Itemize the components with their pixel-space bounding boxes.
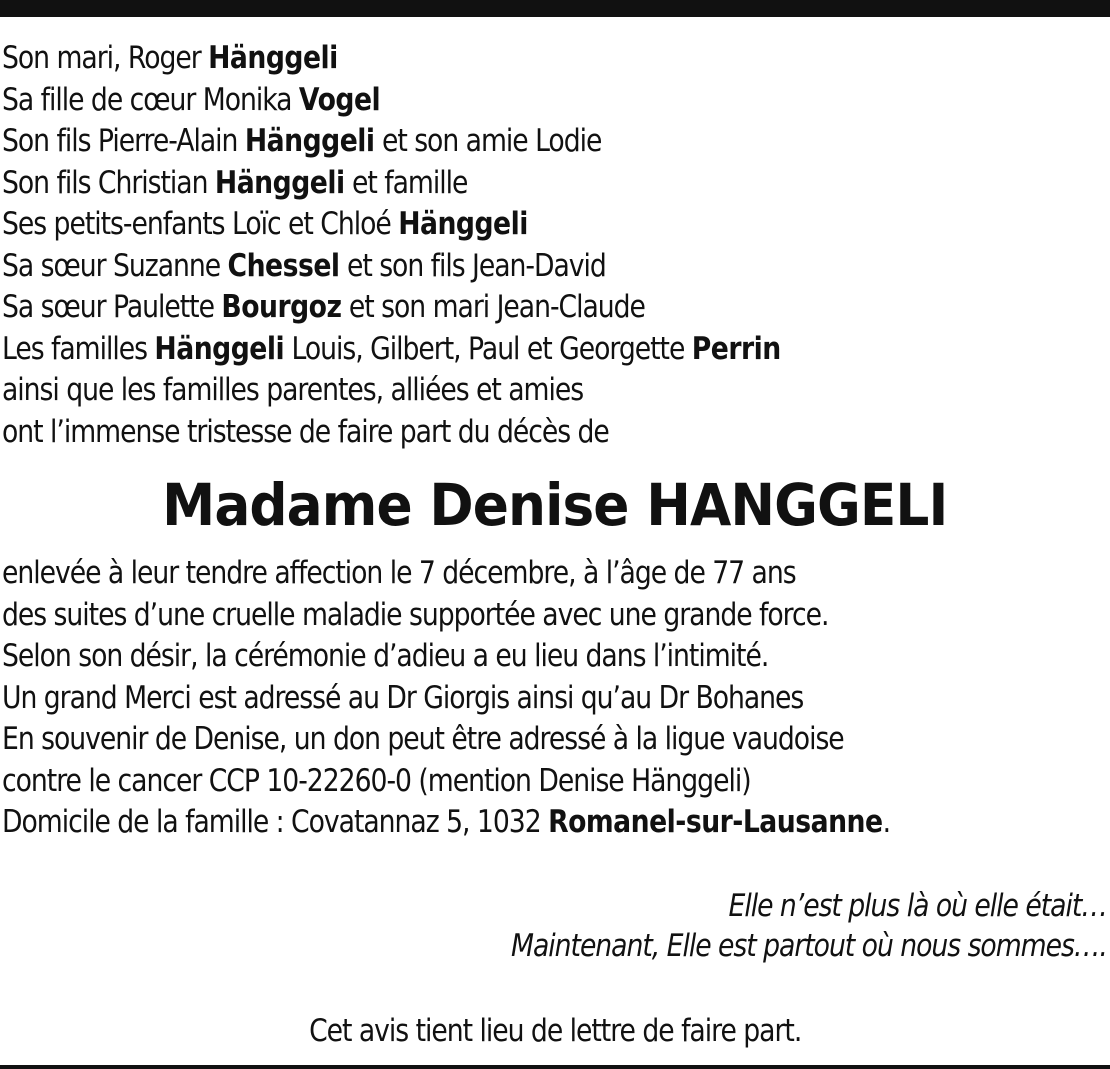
family-surname: Hänggeli bbox=[244, 123, 375, 159]
family-line-text: Son mari, Roger bbox=[2, 40, 209, 76]
footer-note bbox=[0, 1009, 1110, 1053]
details-line bbox=[2, 761, 952, 803]
domicile-town: Romanel-sur-Lausanne bbox=[548, 804, 883, 840]
family-surname: Chessel bbox=[227, 247, 340, 284]
family-line-text: Son fils Pierre-Alain bbox=[2, 123, 245, 159]
quote-line-1: Elle n’est plus là où elle était… bbox=[728, 888, 1107, 924]
details-line-text: des suites d’une cruelle maladie supportée avec une grande force. bbox=[2, 596, 829, 633]
family-line-text: Sa sœur Paulette bbox=[2, 289, 222, 325]
family-surname: Hänggeli bbox=[214, 164, 345, 201]
family-line bbox=[2, 38, 952, 80]
family-line-text: Ses petits-enfants Loïc et Chloé bbox=[2, 206, 399, 242]
family-line bbox=[2, 204, 952, 246]
deceased-name-text: Madame Denise HANGGELI bbox=[162, 471, 948, 539]
family-line bbox=[2, 80, 952, 122]
family-surname: Hänggeli bbox=[208, 40, 338, 76]
family-line-text: ont l’immense tristesse de faire part du décès de bbox=[2, 413, 609, 450]
family-line bbox=[2, 121, 952, 163]
family-line-middle: Louis, Gilbert, Paul et Georgette bbox=[284, 330, 692, 367]
family-surname: Hänggeli bbox=[154, 330, 285, 367]
family-line-suffix: et son amie Lodie bbox=[374, 123, 602, 159]
details-list bbox=[2, 553, 1107, 844]
family-line-suffix: et son fils Jean-David bbox=[339, 247, 606, 284]
details-line bbox=[2, 802, 952, 844]
family-line-text: Sa sœur Suzanne bbox=[2, 247, 228, 284]
memorial-quote bbox=[414, 886, 1107, 966]
family-line bbox=[2, 329, 952, 371]
details-line-text: Selon son désir, la cérémonie d’adieu a eu lieu dans l’intimité. bbox=[2, 638, 769, 674]
details-line bbox=[2, 595, 952, 637]
details-line bbox=[2, 719, 952, 761]
details-line-text: enlevée à leur tendre affection le 7 décembre, à l’âge de 77 ans bbox=[2, 555, 796, 591]
family-list bbox=[2, 38, 1107, 453]
details-line bbox=[2, 678, 952, 720]
family-line bbox=[2, 163, 952, 205]
deceased-name bbox=[0, 470, 1110, 540]
family-surname: Perrin bbox=[691, 330, 781, 367]
family-line bbox=[2, 370, 952, 412]
family-line-text: Les familles bbox=[2, 330, 155, 367]
family-line-text: Sa fille de cœur Monika bbox=[2, 81, 299, 118]
family-line bbox=[2, 412, 952, 454]
details-line-text: En souvenir de Denise, un don peut être adressé à la ligue vaudoise bbox=[2, 721, 844, 757]
family-surname: Bourgoz bbox=[221, 289, 342, 325]
details-line-text: contre le cancer CCP 10-22260-0 (mention Denise Hänggeli) bbox=[2, 762, 751, 799]
top-rule bbox=[0, 0, 1110, 17]
family-line-text: Son fils Christian bbox=[2, 164, 215, 201]
family-line-text: ainsi que les familles parentes, alliées et amies bbox=[2, 372, 584, 408]
family-surname: Vogel bbox=[298, 81, 381, 118]
family-line bbox=[2, 246, 952, 288]
footer-note-text: Cet avis tient lieu de lettre de faire part. bbox=[308, 1013, 802, 1049]
family-line-suffix: et son mari Jean-Claude bbox=[341, 289, 645, 325]
family-line bbox=[2, 287, 952, 329]
details-line-suffix: . bbox=[882, 804, 891, 840]
details-line-text: Domicile de la famille : Covatannaz 5, 1032 bbox=[2, 804, 549, 840]
details-line bbox=[2, 636, 952, 678]
family-surname: Hänggeli bbox=[398, 206, 528, 242]
family-line-suffix: et famille bbox=[344, 164, 468, 201]
details-line bbox=[2, 553, 952, 595]
details-line-text: Un grand Merci est adressé au Dr Giorgis ainsi qu’au Dr Bohanes bbox=[2, 679, 804, 716]
bottom-rule bbox=[0, 1065, 1110, 1069]
quote-line-2: Maintenant, Elle est partout où nous sommes…. bbox=[511, 928, 1107, 964]
